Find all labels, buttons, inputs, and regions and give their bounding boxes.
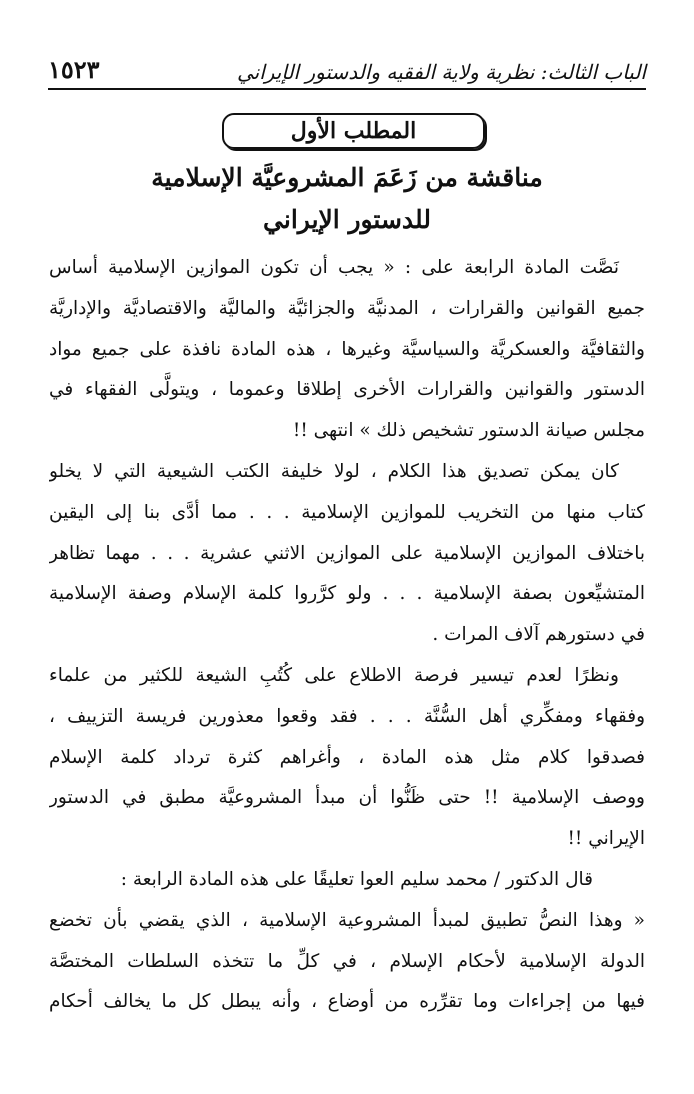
text-line: جميع القوانين والقرارات ، المدنيَّة والجزائيَّة والماليَّة والاقتصاديَّة والإداريَّة xyxy=(49,297,645,319)
chapter-title-line-2: للدستور الإيراني xyxy=(263,205,431,234)
text-line: كتاب منها من التخريب للموازين الإسلامية . . . مما أدَّى بنا إلى اليقين xyxy=(49,501,645,523)
text-line: فصدقوا كلام مثل هذه المادة ، وأغراهم كثرة ترداد كلمة الإسلام xyxy=(49,746,645,768)
body-text xyxy=(49,248,645,1023)
running-title: الباب الثالث: نظرية ولاية الفقيه والدستور الإيراني xyxy=(236,60,646,84)
text-line: ونظرًا لعدم تيسير فرصة الاطلاع على كُتُبِ الشيعة للكثير من علماء xyxy=(49,664,619,686)
text-line: في دستورهم آلاف المرات . xyxy=(432,624,645,646)
section-label-box xyxy=(222,113,485,149)
chapter-title-line-1: مناقشة من زَعَمَ المشروعيَّة الإسلامية xyxy=(151,163,543,192)
text-line: المتشيِّعون بصفة الإسلامية . . . ولو كرَّروا كلمة الإسلام وصفة الإسلامية xyxy=(49,583,645,605)
text-line: الإيراني !! xyxy=(567,828,645,850)
text-line: مجلس صيانة الدستور تشخيص ذلك » انتهى !! xyxy=(292,420,645,442)
text-line: فيها من إجراءات وما تقرِّره من أوضاع ، وأنه يبطل كل ما يخالف أحكام xyxy=(49,991,645,1013)
text-line: قال الدكتور / محمد سليم العوا تعليقًا على هذه المادة الرابعة : xyxy=(120,868,593,890)
text-line: كان يمكن تصديق هذا الكلام ، لولا خليفة الكتب الشيعية التي لا يخلو xyxy=(49,460,619,482)
text-line: باختلاف الموازين الإسلامية على الموازين الاثني عشرية . . . مهما تظاهر xyxy=(49,542,645,564)
text-line: وفقهاء ومفكِّري أهل السُّنَّة . . . فقد وقعوا معذورين فريسة التزييف ، xyxy=(49,705,645,727)
text-line: نَصَّت المادة الرابعة على : « يجب أن تكون الموازين الإسلامية أساس xyxy=(49,257,619,278)
text-line: الدولة الإسلامية لأحكام الإسلام ، في كلِّ ما تتخذه السلطات المختصَّة xyxy=(49,950,645,972)
text-line: « وهذا النصُّ تطبيق لمبدأ المشروعية الإسلامية ، الذي يقضي بأن تخضع xyxy=(49,909,645,931)
text-line: ووصف الإسلامية !! حتى ظَنُّوا أن مبدأ المشروعيَّة مطبق في الدستور xyxy=(49,787,645,809)
page-number: ١٥٢٣ xyxy=(48,55,100,84)
running-header xyxy=(48,52,646,84)
section-label: المطلب الأول xyxy=(290,118,417,144)
text-line: الدستور والقوانين والقرارات الأخرى إطلاقا وعموما ، ويتولَّى الفقهاء في xyxy=(49,379,645,401)
header-rule xyxy=(48,88,646,90)
text-line: والثقافيَّة والعسكريَّة والسياسيَّة وغيرها ، هذه المادة نافذة على جميع مواد xyxy=(49,338,645,360)
